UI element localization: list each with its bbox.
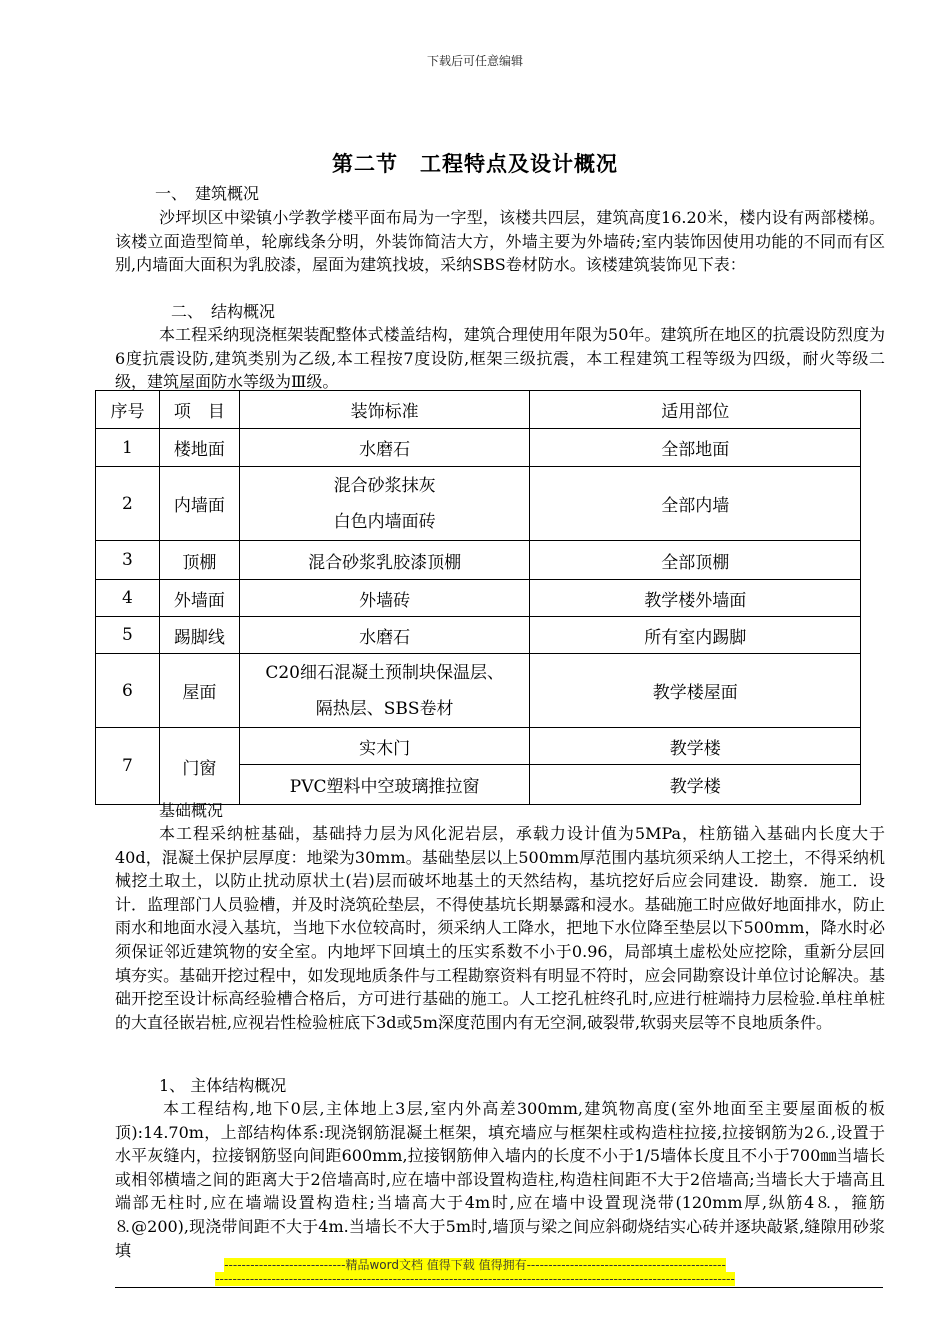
cell-standard [239,467,530,541]
cell-item: 顶棚 [159,541,239,580]
cell-no: 1 [96,429,160,467]
cell-no: 7 [96,728,160,805]
cell-item: 门窗 [159,728,239,805]
cell-standard: 外墙砖 [239,580,530,617]
standard-line: C20细石混凝土预制块保温层、 [265,662,504,683]
heading-structure-overview: 二、 结构概况 [171,302,276,321]
section-title: 第二节 工程特点及设计概况 [332,151,618,176]
main-structure-text: 本工程结构,地下0层,主体地上3层,室内外高差300mm,建筑物高度(室外地面至主要屋面板的板顶):14.70m，上部结构体系:现浇钢筋混凝土框架，填充墙应与框架柱或构造柱拉接,拉接钢筋为2⒍,设置于水平灰缝内，拉接钢筋竖向间距600mm,拉接钢筋伸入墙内的长度不小于1/5墙体长度且不小于700㎜当墙长或相邻横墙之间的距离大于2倍墙高时,应在墙中部设置构造柱,构造柱间距不大于2倍墙高;当墙长大于墙高且端部无柱时,应在墙端设置构造柱;当墙高大于4m时,应在墙中设置现浇带(120mm厚,纵筋4⒏，箍筋⒏@200),现浇带间距不大于4m.当墙长不大于5m时,墙顶与梁之间应斜砌烧结实心砖并逐块敲紧,缝隙用砂浆填 [115,1099,885,1260]
heading-main-structure: 1、 主体结构概况 [159,1076,287,1095]
cell-item: 踢脚线 [159,617,239,654]
col-header-no: 序号 [96,391,160,429]
col-header-item: 项 目 [159,391,239,429]
cell-no: 5 [96,617,160,654]
footer-dashes: ------------------------------------------------------------------------------------------------------------------------ [215,1272,735,1286]
col-header-location: 适用部位 [530,391,861,429]
cell-location: 全部地面 [530,429,861,467]
table-row [96,541,861,580]
foundation-overview-text: 本工程采纳桩基础，基础持力层为风化泥岩层，承载力设计值为5MPa，柱筋锚入基础内长度大于40d，混凝土保护层厚度：地梁为30mm。基础垫层以上500mm厚范围内基坑须采纳人工挖土，不得采纳机械挖土取土，以防止扰动原状土(岩)层而破坏地基土的天然结构，基坑挖好后应会同建设．勘察．施工．设计．监理部门人员验槽，并及时浇筑砼垫层，不得使基坑长期暴露和浸水。基础施工时应做好地面排水，防止雨水和地面水浸入基坑，当地下水位较高时，须采纳人工降水，把地下水位降至垫层以下500mm，降水时必须保证邻近建筑物的安全室。内地坪下回填土的压实系数不小于0.96，局部填土虚松处应挖除，重新分层回填夯实。基础开挖过程中，如发现地质条件与工程勘察资料有明显不符时，应会同勘察设计单位讨论解决。基础开挖至设计标高经验槽合格后，方可进行基础的施工。人工挖孔桩终孔时,应进行桩端持力层检验.单柱单桩的大直径嵌岩桩,应视岩性检验桩底下3d或5m深度范围内有无空洞,破裂带,软弱夹层等不良地质条件。 [115,824,885,1032]
footer-banner-text: ----------------------------精品word文档 值得下载 值得拥有---------------------------------------------- [224,1258,726,1272]
cell-standard [239,654,530,728]
cell-location: 教学楼外墙面 [530,580,861,617]
table-row [96,429,861,467]
footer-rule [115,1287,883,1288]
cell-item: 楼地面 [159,429,239,467]
cell-location: 教学楼 [530,765,861,805]
cell-no: 6 [96,654,160,728]
structure-overview-text: 本工程采纳现浇框架装配整体式楼盖结构，建筑合理使用年限为50年。建筑所在地区的抗震设防烈度为6度抗震设防,建筑类别为乙级,本工程按7度设防,框架三级抗震，本工程建筑工程等级为四级，耐火等级二级，建筑屋面防水等级为Ⅲ级。 [115,325,885,392]
cell-location: 全部顶棚 [530,541,861,580]
cell-no: 2 [96,467,160,541]
table-row [96,728,861,765]
standard-line: 隔热层、SBS卷材 [315,698,454,719]
standard-line: 混合砂浆抹灰 [333,475,436,496]
cell-location: 全部内墙 [530,467,861,541]
table-row [96,467,861,541]
cell-standard: 水磨石 [239,617,530,654]
cell-location: 教学楼 [530,728,861,765]
cell-item: 屋面 [159,654,239,728]
decoration-table [95,390,861,805]
table-header-row [96,391,861,429]
heading-foundation-overview: 基础概况 [159,801,224,820]
table-row [96,617,861,654]
cell-standard: 混合砂浆乳胶漆顶棚 [239,541,530,580]
cell-standard: 水磨石 [239,429,530,467]
cell-item: 内墙面 [159,467,239,541]
footer-banner-line-1 [0,1256,950,1273]
table-row [96,580,861,617]
cell-no: 3 [96,541,160,580]
cell-no: 4 [96,580,160,617]
cell-standard: PVC塑料中空玻璃推拉窗 [239,765,530,805]
cell-standard: 实木门 [239,728,530,765]
heading-building-overview: 一、 建筑概况 [155,184,260,203]
table-row [96,654,861,728]
cell-item: 外墙面 [159,580,239,617]
standard-line: 白色内墙面砖 [333,511,436,532]
cell-location: 所有室内踢脚 [530,617,861,654]
page-header: 下载后可任意编辑 [426,54,523,68]
col-header-standard: 装饰标准 [239,391,530,429]
building-overview-text: 沙坪坝区中梁镇小学教学楼平面布局为一字型，该楼共四层，建筑高度16.20米，楼内设有两部楼梯。该楼立面造型简单，轮廓线条分明，外装饰简洁大方，外墙主要为外墙砖;室内装饰因使用功能的不同而有区别,内墙面大面积为乳胶漆，屋面为建筑找坡，采纳SBS卷材防水。该楼建筑装饰见下表： [115,208,885,275]
cell-location: 教学楼屋面 [530,654,861,728]
footer-banner-line-2 [0,1272,950,1286]
